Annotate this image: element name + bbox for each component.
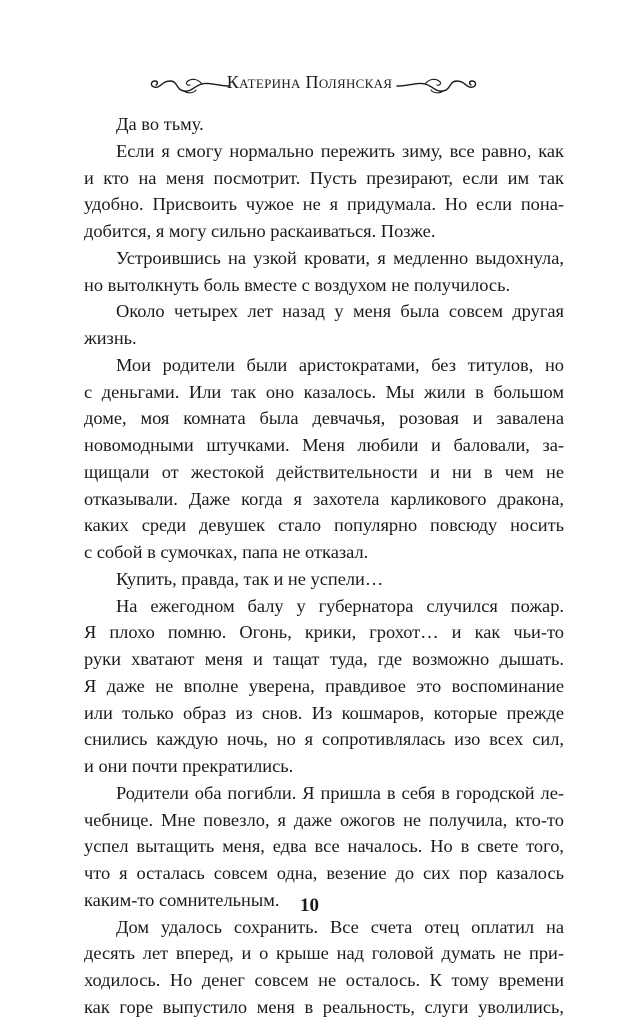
text-line: что я осталась совсем одна, везение до сих пор казалось bbox=[84, 863, 564, 883]
paragraph bbox=[84, 566, 564, 593]
text-line: Купить, правда, так и не успели… bbox=[116, 568, 384, 589]
text-line: успел вытащить меня, едва все началось. Но в свете того, bbox=[84, 836, 564, 857]
paragraph bbox=[84, 780, 564, 914]
text-line: Мои родители были аристократами, без титулов, но bbox=[116, 354, 564, 375]
author-last-name: Полянская bbox=[305, 72, 393, 92]
text-line: каким-то сомнительным. bbox=[84, 889, 280, 910]
text-line: ходилось. Но денег совсем не осталось. К тому времени bbox=[84, 970, 564, 990]
paragraph bbox=[84, 245, 564, 299]
page-number: 10 bbox=[300, 895, 319, 916]
text-line: удобно. Присвоить чужое не я придумала. Но если пона- bbox=[84, 194, 564, 215]
body-text bbox=[84, 111, 564, 1021]
paragraph bbox=[84, 352, 564, 566]
text-line: Дом удалось сохранить. Все счета отец оплатил на bbox=[116, 916, 564, 937]
paragraph bbox=[84, 298, 564, 352]
text-line: чебнице. Мне повезло, я даже ожогов не получила, кто-то bbox=[84, 809, 564, 830]
text-line: как горе выпустило меня в реальность, слуги уволились, bbox=[84, 996, 564, 1017]
author-first-name: Катерина bbox=[226, 72, 301, 92]
text-line: или только образ из снов. Из кошмаров, которые прежде bbox=[84, 702, 564, 723]
text-line: щищали от жестокой действительности и ни в чем не bbox=[84, 461, 564, 482]
paragraph bbox=[84, 138, 564, 245]
text-line: новомодными штучками. Меня любили и баловали, за- bbox=[84, 435, 564, 455]
flourish-ornament-right bbox=[395, 73, 479, 97]
running-header bbox=[0, 63, 619, 103]
text-line: отказывали. Даже когда я захотела карликового дракона, bbox=[84, 488, 564, 509]
text-line: десять лет вперед, и о крыше над головой думать не при- bbox=[84, 943, 564, 964]
paragraph bbox=[84, 914, 564, 1021]
text-line: и они почти прекратились. bbox=[84, 756, 294, 776]
text-line: снились каждую ночь, но я сопротивлялась изо всех сил, bbox=[84, 729, 564, 750]
text-line: но вытолкнуть боль вместе с воздухом не получилось. bbox=[84, 274, 511, 295]
text-line: Я даже не вполне уверена, правдивое это воспоминание bbox=[84, 675, 564, 696]
text-line: каких среди девушек стало популярно повсюду носить bbox=[84, 515, 564, 536]
text-line: Если я смогу нормально пережить зиму, все равно, как bbox=[116, 140, 564, 161]
text-line: жизнь. bbox=[84, 328, 137, 348]
text-line: добится, я могу сильно раскаиваться. Позже. bbox=[84, 221, 436, 241]
text-line: Устроившись на узкой кровати, я медленно выдохнула, bbox=[116, 247, 564, 268]
text-line: и кто на меня посмотрит. Пусть презирают, если им так bbox=[84, 167, 564, 188]
text-line: Около четырех лет назад у меня была совсем другая bbox=[116, 301, 564, 322]
text-line: Да во тьму. bbox=[116, 114, 204, 134]
text-line: с собой в сумочках, папа не отказал. bbox=[84, 542, 369, 562]
text-line: руки хватают меня и тащат туда, где возможно дышать. bbox=[84, 649, 564, 669]
text-line: Родители оба погибли. Я пришла в себя в городской ле- bbox=[116, 782, 564, 803]
text-line: На ежегодном балу у губернатора случился пожар. bbox=[116, 595, 564, 616]
paragraph bbox=[84, 111, 564, 138]
running-header-title bbox=[0, 72, 619, 93]
text-line: Я плохо помню. Огонь, крики, грохот… и как чьи-то bbox=[84, 622, 564, 643]
text-line: доме, моя комната была девчачья, розовая и завалена bbox=[84, 408, 564, 429]
text-line: с деньгами. Или так оно казалось. Мы жили в большом bbox=[84, 381, 564, 402]
paragraph bbox=[84, 593, 564, 780]
